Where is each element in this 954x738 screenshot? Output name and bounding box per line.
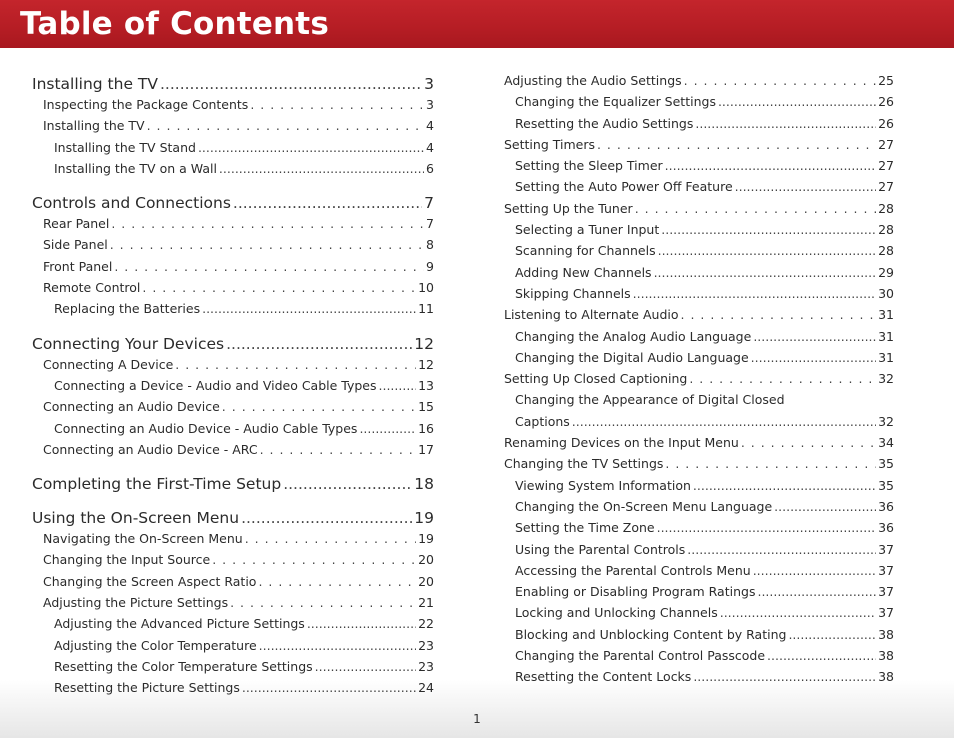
toc-subsection[interactable]: Changing the On-Screen Menu Language ..... 36 [504,496,894,517]
dot-leader [687,539,876,560]
toc-chapter[interactable]: Using the On-Screen Menu ..... 19 [32,508,434,528]
dot-leader [635,198,876,219]
toc-section[interactable]: Changing the TV Settings . . . 35 [504,453,894,474]
toc-subsection[interactable]: Resetting the Picture Settings ..... 24 [32,677,434,698]
toc-section[interactable]: Renaming Devices on the Input Menu . . . 34 [504,432,894,453]
toc-subsection[interactable]: Skipping Channels ..... 30 [504,283,894,304]
toc-section[interactable]: Changing the Input Source . . . 20 [32,549,434,570]
toc-section[interactable]: Side Panel . . . 8 [32,234,434,255]
dot-leader [114,256,424,277]
toc-subsection[interactable]: Replacing the Batteries ..... 11 [32,298,434,319]
toc-subsection[interactable]: Changing the Equalizer Settings ..... 26 [504,91,894,112]
toc-chapter[interactable]: Completing the First-Time Setup ..... 18 [32,474,434,494]
toc-subsection-line2[interactable]: Captions ..... 32 [504,411,894,432]
toc-subsection[interactable]: Using the Parental Controls ..... 37 [504,539,894,560]
toc-subsection[interactable]: Changing the Parental Control Passcode ..... 38 [504,645,894,666]
toc-section[interactable]: Setting Up the Tuner . . . 28 [504,198,894,219]
toc-subsection[interactable]: Resetting the Color Temperature Settings ..... 23 [32,656,434,677]
dot-leader [245,528,416,549]
toc-section[interactable]: Setting Timers . . . 27 [504,134,894,155]
dot-leader [693,666,876,687]
toc-subsection[interactable]: Adjusting the Advanced Picture Settings ..... 22 [32,613,434,634]
dot-leader [111,213,424,234]
toc-subsection[interactable]: Scanning for Channels ..... 28 [504,240,894,261]
dot-leader [597,134,876,155]
dot-leader [147,115,424,136]
toc-subsection[interactable]: Adjusting the Color Temperature ..... 23 [32,635,434,656]
dot-leader [241,508,412,528]
toc-subsection[interactable]: Resetting the Content Locks ..... 38 [504,666,894,687]
dot-leader [633,283,876,304]
page-title: Table of Contents [20,6,329,42]
toc-subsection[interactable]: Resetting the Audio Settings ..... 26 [504,113,894,134]
dot-leader [202,298,416,319]
header-bar [0,0,954,48]
dot-leader [774,496,876,517]
toc-section[interactable]: Adjusting the Audio Settings . . . 25 [504,70,894,91]
dot-leader [359,418,416,439]
toc-chapter[interactable]: Connecting Your Devices ..... 12 [32,334,434,354]
dot-leader [258,571,416,592]
dot-leader [283,474,412,494]
dot-leader [695,113,876,134]
dot-leader [751,347,876,368]
dot-leader [307,613,416,634]
toc-subsection[interactable]: Setting the Time Zone ..... 36 [504,517,894,538]
dot-leader [110,234,424,255]
toc-subsection[interactable]: Installing the TV Stand ..... 4 [32,137,434,158]
toc-section[interactable]: Remote Control . . . 10 [32,277,434,298]
page-number: 1 [473,712,481,726]
dot-leader [654,262,877,283]
toc-section[interactable]: Navigating the On-Screen Menu . . . 19 [32,528,434,549]
toc-subsection[interactable]: Selecting a Tuner Input ..... 28 [504,219,894,240]
toc-section[interactable]: Front Panel . . . 9 [32,256,434,277]
dot-leader [259,635,416,656]
dot-leader [242,677,416,698]
dot-leader [718,91,876,112]
dot-leader [219,158,424,179]
dot-leader [741,432,876,453]
toc-section[interactable]: Rear Panel . . . 7 [32,213,434,234]
dot-leader [735,176,876,197]
toc-subsection[interactable]: Connecting a Device - Audio and Video Cable Types ..... 13 [32,375,434,396]
toc-left-column [32,70,434,699]
toc-subsection[interactable]: Accessing the Parental Controls Menu ..... 37 [504,560,894,581]
dot-leader [658,240,876,261]
dot-leader [233,193,422,213]
toc-chapter[interactable]: Installing the TV ..... 3 [32,74,434,94]
dot-leader [160,74,422,94]
toc-section[interactable]: Listening to Alternate Audio . . . 31 [504,304,894,325]
dot-leader [788,624,876,645]
dot-leader [226,334,412,354]
dot-leader [657,517,876,538]
toc-subsection[interactable]: Changing the Digital Audio Language ..... 31 [504,347,894,368]
dot-leader [572,411,876,432]
toc-subsection[interactable]: Setting the Sleep Timer ..... 27 [504,155,894,176]
toc-subsection[interactable]: Locking and Unlocking Channels ..... 37 [504,602,894,623]
toc-section[interactable]: Installing the TV . . . 4 [32,115,434,136]
dot-leader [720,602,876,623]
toc-subsection[interactable]: Connecting an Audio Device - Audio Cable Types ..... 16 [32,418,434,439]
toc-section[interactable]: Connecting an Audio Device - ARC . . . 17 [32,439,434,460]
toc-subsection[interactable]: Viewing System Information ..... 35 [504,475,894,496]
dot-leader [222,396,416,417]
toc-section[interactable]: Setting Up Closed Captioning . . . 32 [504,368,894,389]
toc-subsection[interactable]: Changing the Analog Audio Language ..... 31 [504,326,894,347]
toc-section[interactable]: Adjusting the Picture Settings . . . 21 [32,592,434,613]
dot-leader [684,70,876,91]
toc-section[interactable]: Connecting A Device . . . 12 [32,354,434,375]
dot-leader [665,155,876,176]
dot-leader [689,368,876,389]
dot-leader [681,304,877,325]
dot-leader [230,592,416,613]
dot-leader [693,475,876,496]
toc-section[interactable]: Changing the Screen Aspect Ratio . . . 20 [32,571,434,592]
dot-leader [753,326,876,347]
dot-leader [757,581,876,602]
toc-subsection[interactable]: Setting the Auto Power Off Feature ..... 27 [504,176,894,197]
dot-leader [315,656,416,677]
toc-section[interactable]: Inspecting the Package Contents . . . 3 [32,94,434,115]
toc-subsection[interactable]: Installing the TV on a Wall ..... 6 [32,158,434,179]
toc-subsection[interactable]: Enabling or Disabling Program Ratings ..... 37 [504,581,894,602]
dot-leader [260,439,417,460]
toc-subsection[interactable]: Blocking and Unblocking Content by Rating ..... 38 [504,624,894,645]
dot-leader [250,94,424,115]
toc-right-column [504,70,894,688]
dot-leader [198,137,424,158]
dot-leader [665,453,876,474]
dot-leader [767,645,876,666]
toc-chapter[interactable]: Controls and Connections ..... 7 [32,193,434,213]
dot-leader [661,219,876,240]
toc-subsection-line1[interactable]: Changing the Appearance of Digital Closed [515,392,785,408]
toc-subsection[interactable]: Adding New Channels ..... 29 [504,262,894,283]
dot-leader [753,560,876,581]
dot-leader [379,375,417,396]
dot-leader [142,277,416,298]
dot-leader [175,354,416,375]
toc-section[interactable]: Connecting an Audio Device . . . 15 [32,396,434,417]
dot-leader [212,549,416,570]
